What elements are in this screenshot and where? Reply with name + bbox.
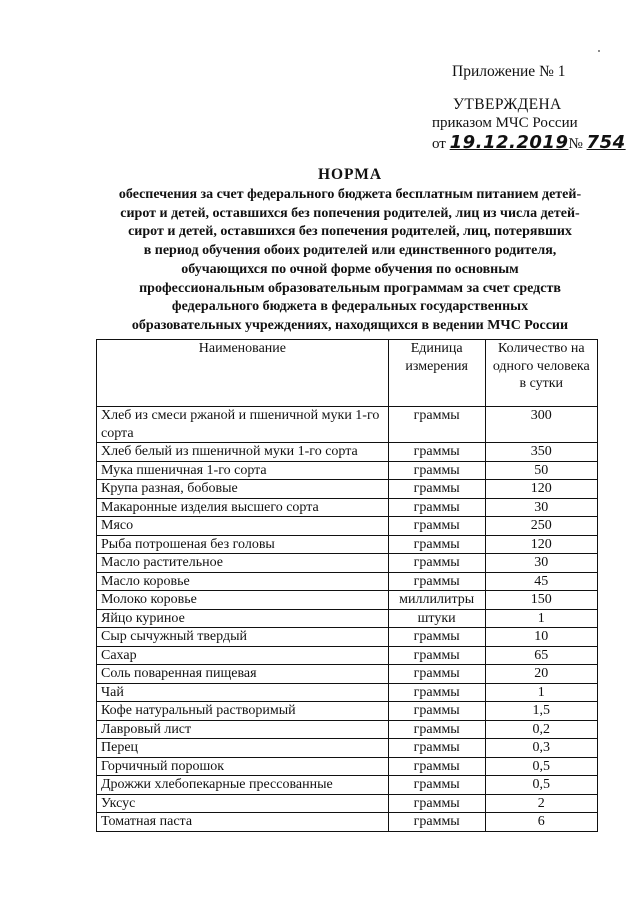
cell-quantity: 1,5	[485, 702, 597, 721]
subtitle-line: образовательных учреждениях, находящихся в ведении МЧС России	[131, 317, 569, 333]
cell-quantity: 30	[485, 498, 597, 517]
table-row	[97, 757, 598, 776]
table-row	[97, 609, 598, 628]
handwritten-order-number: 754	[586, 132, 626, 153]
approval-block	[432, 96, 632, 155]
cell-quantity: 2	[485, 794, 597, 813]
cell-quantity: 0,3	[485, 739, 597, 758]
norm-table	[96, 339, 598, 832]
table-row	[97, 702, 598, 721]
cell-name: Мясо	[97, 517, 389, 536]
table-row	[97, 407, 598, 443]
table-row	[97, 498, 598, 517]
cell-name: Масло коровье	[97, 572, 389, 591]
cell-name: Чай	[97, 683, 389, 702]
cell-quantity: 10	[485, 628, 597, 647]
table-row	[97, 646, 598, 665]
table-row	[97, 535, 598, 554]
table-row	[97, 591, 598, 610]
document-title-block	[90, 164, 610, 336]
cell-unit: граммы	[388, 757, 485, 776]
cell-quantity: 65	[485, 646, 597, 665]
approved-label: УТВЕРЖДЕНА	[453, 96, 562, 113]
cell-unit: граммы	[388, 517, 485, 536]
cell-name: Соль поваренная пищевая	[97, 665, 389, 684]
approved-by-order: приказом МЧС России	[432, 115, 578, 131]
cell-unit: граммы	[388, 480, 485, 499]
cell-quantity: 30	[485, 554, 597, 573]
document-title: НОРМА	[317, 166, 383, 183]
cell-unit: граммы	[388, 683, 485, 702]
table-row	[97, 443, 598, 462]
approval-date-line	[432, 132, 632, 155]
table-row	[97, 480, 598, 499]
cell-unit: граммы	[388, 535, 485, 554]
cell-quantity: 0,5	[485, 776, 597, 795]
cell-name: Масло растительное	[97, 554, 389, 573]
table-row	[97, 813, 598, 832]
cell-unit: граммы	[388, 646, 485, 665]
table-row	[97, 665, 598, 684]
table-header-row	[97, 340, 598, 407]
subtitle-line: в период обучения обоих родителей или единственного родителя,	[143, 243, 557, 259]
cell-name: Уксус	[97, 794, 389, 813]
cell-quantity: 1	[485, 609, 597, 628]
table-row	[97, 739, 598, 758]
scan-speck	[598, 50, 600, 52]
cell-quantity: 1	[485, 683, 597, 702]
cell-unit: граммы	[388, 776, 485, 795]
table-row	[97, 517, 598, 536]
cell-name: Сыр сычужный твердый	[97, 628, 389, 647]
document-subtitle	[90, 186, 610, 336]
table-row	[97, 554, 598, 573]
cell-unit: граммы	[388, 407, 485, 443]
date-prefix: от	[432, 136, 446, 152]
cell-quantity: 45	[485, 572, 597, 591]
cell-name: Крупа разная, бобовые	[97, 480, 389, 499]
cell-name: Перец	[97, 739, 389, 758]
cell-quantity: 0,5	[485, 757, 597, 776]
table-row	[97, 794, 598, 813]
cell-unit: граммы	[388, 702, 485, 721]
cell-name: Яйцо куриное	[97, 609, 389, 628]
cell-unit: миллилитры	[388, 591, 485, 610]
cell-quantity: 6	[485, 813, 597, 832]
cell-unit: граммы	[388, 461, 485, 480]
cell-unit: граммы	[388, 554, 485, 573]
table-row	[97, 572, 598, 591]
subtitle-line: обучающихся по очной форме обучения по основным	[181, 261, 519, 277]
table-row	[97, 683, 598, 702]
cell-name: Дрожжи хлебопекарные прессованные	[97, 776, 389, 795]
cell-name: Хлеб белый из пшеничной муки 1-го сорта	[97, 443, 389, 462]
cell-unit: граммы	[388, 720, 485, 739]
handwritten-date: 19.12.2019	[449, 132, 569, 153]
cell-unit: граммы	[388, 443, 485, 462]
cell-name: Мука пшеничная 1-го сорта	[97, 461, 389, 480]
cell-name: Хлеб из смеси ржаной и пшеничной муки 1-го сорта	[97, 407, 389, 443]
header-name: Наименование	[97, 340, 389, 407]
header-quantity: Количество на одного человека в сутки	[485, 340, 597, 407]
cell-quantity: 350	[485, 443, 597, 462]
cell-quantity: 0,2	[485, 720, 597, 739]
cell-quantity: 300	[485, 407, 597, 443]
cell-name: Молоко коровье	[97, 591, 389, 610]
subtitle-line: сирот и детей, оставшихся без попечения родителей, лиц, потерявших	[128, 224, 572, 240]
cell-quantity: 250	[485, 517, 597, 536]
subtitle-line: обеспечения за счет федерального бюджета бесплатным питанием детей-	[118, 187, 582, 202]
cell-unit: граммы	[388, 794, 485, 813]
subtitle-line: сирот и детей, оставшихся без попечения родителей, лиц из числа детей-	[120, 205, 580, 221]
cell-unit: граммы	[388, 628, 485, 647]
cell-unit: граммы	[388, 572, 485, 591]
table-row	[97, 776, 598, 795]
subtitle-line: профессиональным образовательным программам за счет средств	[139, 280, 561, 296]
cell-unit: граммы	[388, 498, 485, 517]
subtitle-line: федерального бюджета в федеральных государственных	[171, 299, 529, 315]
cell-unit: граммы	[388, 665, 485, 684]
number-prefix: №	[568, 136, 583, 152]
cell-name: Рыба потрошеная без головы	[97, 535, 389, 554]
cell-name: Кофе натуральный растворимый	[97, 702, 389, 721]
cell-quantity: 50	[485, 461, 597, 480]
cell-name: Томатная паста	[97, 813, 389, 832]
table-body	[97, 407, 598, 832]
cell-quantity: 20	[485, 665, 597, 684]
cell-quantity: 120	[485, 535, 597, 554]
cell-name: Горчичный порошок	[97, 757, 389, 776]
cell-quantity: 120	[485, 480, 597, 499]
table-row	[97, 628, 598, 647]
table-row	[97, 461, 598, 480]
cell-unit: штуки	[388, 609, 485, 628]
cell-name: Лавровый лист	[97, 720, 389, 739]
header-unit: Единица измерения	[388, 340, 485, 407]
cell-unit: граммы	[388, 739, 485, 758]
cell-quantity: 150	[485, 591, 597, 610]
cell-name: Сахар	[97, 646, 389, 665]
cell-unit: граммы	[388, 813, 485, 832]
table-row	[97, 720, 598, 739]
cell-name: Макаронные изделия высшего сорта	[97, 498, 389, 517]
appendix-label: Приложение № 1	[452, 63, 566, 80]
